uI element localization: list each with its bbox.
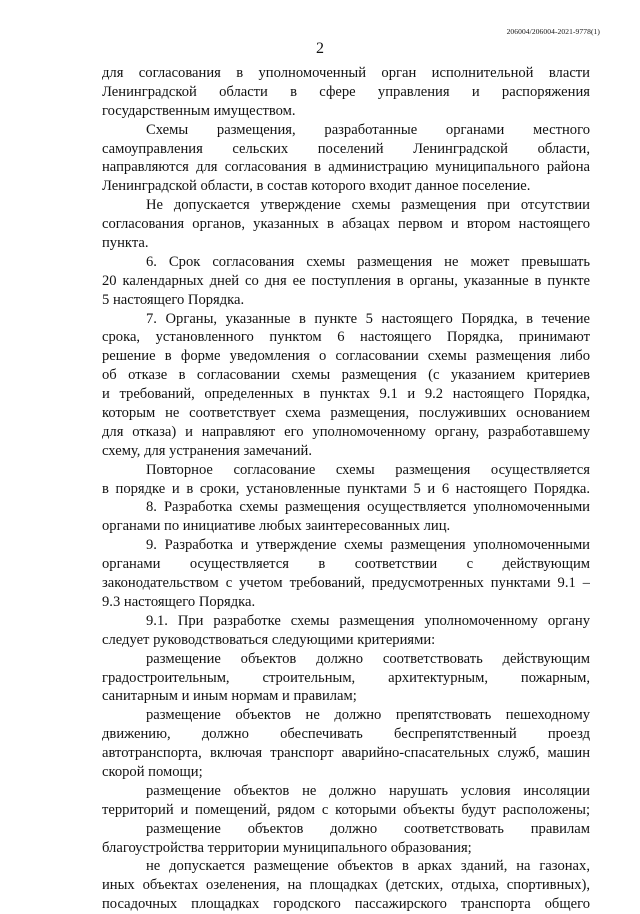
text-line: следует руководствоваться следующими критериями: (102, 631, 436, 648)
text-line: органами осуществляется в соответствии с действующим (102, 556, 590, 573)
text-line: скорой помощи; (102, 763, 203, 780)
text-line: 9. Разработка и утверждение схемы размещения уполномоченными (146, 537, 590, 554)
text-line: благоустройства территории муниципального образования; (102, 839, 472, 856)
text-line: Не допускается утверждение схемы размещения при отсутствии (146, 197, 590, 214)
text-line: пункта. (102, 235, 149, 252)
text-line: 7. Органы, указанные в пункте 5 настоящего Порядка, в течение (146, 310, 590, 327)
text-line: направляются для согласования в администрацию муниципального района (102, 159, 590, 176)
text-line: размещение объектов должно соответствовать действующим (146, 650, 590, 667)
text-line: в порядке и в сроки, установленные пунктами 5 и 6 настоящего Порядка. (102, 480, 590, 497)
text-line: законодательством с учетом требований, предусмотренных пунктами 9.1 – (102, 575, 590, 592)
text-line: 20 календарных дней со дня ее поступления в органы, указанные в пункте (102, 272, 590, 289)
text-line: самоуправления сельских поселений Ленинградской области, (102, 140, 590, 157)
text-line: Ленинградской области, в состав которого входит данное поселение. (102, 178, 531, 195)
text-line: решение в форме уведомления о согласовании схемы размещения либо (102, 348, 590, 365)
text-line: иных объектах озеленения, на площадках (детских, отдыха, спортивных), (102, 877, 590, 894)
text-line: 8. Разработка схемы размещения осуществляется уполномоченными (146, 499, 590, 516)
text-line: 9.1. При разработке схемы размещения уполномоченному органу (146, 612, 590, 629)
page-number: 2 (316, 40, 324, 57)
text-line: которым не соответствует схема размещения, послуживших основанием (102, 405, 590, 422)
text-line: и требований, определенных в пунктах 9.1 и 9.2 настоящего Порядка, (102, 386, 590, 403)
text-line: государственным имуществом. (102, 102, 296, 119)
text-line: для согласования в уполномоченный орган исполнительной власти (102, 65, 590, 81)
text-line: 5 настоящего Порядка. (102, 291, 245, 308)
text-line: срока, установленного пунктом 6 настоящего Порядка, принимают (102, 329, 590, 346)
text-line: Ленинградской области в сфере управления и распоряжения (102, 83, 590, 100)
document-body (102, 64, 590, 914)
text-line: размещение объектов не должно препятствовать пешеходному (146, 707, 590, 724)
text-line: территорий и помещений, рядом с которыми объекты будут расположены; (102, 801, 590, 818)
text-line: Повторное согласование схемы размещения осуществляется (146, 461, 590, 478)
text-line: Схемы размещения, разработанные органами местного (146, 121, 590, 138)
text-line: посадочных площадках городского пассажирского транспорта общего (102, 896, 590, 913)
text-line: 9.3 настоящего Порядка. (102, 593, 256, 610)
text-line: градостроительным, строительным, архитектурным, пожарным, (102, 669, 590, 686)
document-id: 206004/206004-2021-9778(1) (506, 27, 600, 36)
text-line: об отказе в согласовании схемы размещения (с указанием критериев (102, 367, 590, 384)
text-line: размещение объектов должно соответствовать правилам (146, 820, 590, 837)
text-line: размещение объектов не должно нарушать условия инсоляции (146, 782, 590, 799)
text-line: согласования органов, указанных в абзацах первом и втором настоящего (102, 216, 590, 233)
text-line: 6. Срок согласования схемы размещения не может превышать (146, 253, 590, 270)
text-line: санитарным и иным нормам и правилам; (102, 688, 357, 705)
text-line: не допускается размещение объектов в арках зданий, на газонах, (146, 858, 590, 875)
text-line: для отказа) и направляют его уполномоченному органу, разработавшему (102, 423, 590, 440)
text-line: автотранспорта, включая транспорт аварийно-спасательных служб, машин (102, 745, 590, 762)
text-line: движению, должно обеспечивать беспрепятственный проезд (102, 726, 590, 743)
text-line: схему, для устранения замечаний. (102, 442, 312, 459)
text-line: органами по инициативе любых заинтересованных лиц. (102, 518, 451, 535)
